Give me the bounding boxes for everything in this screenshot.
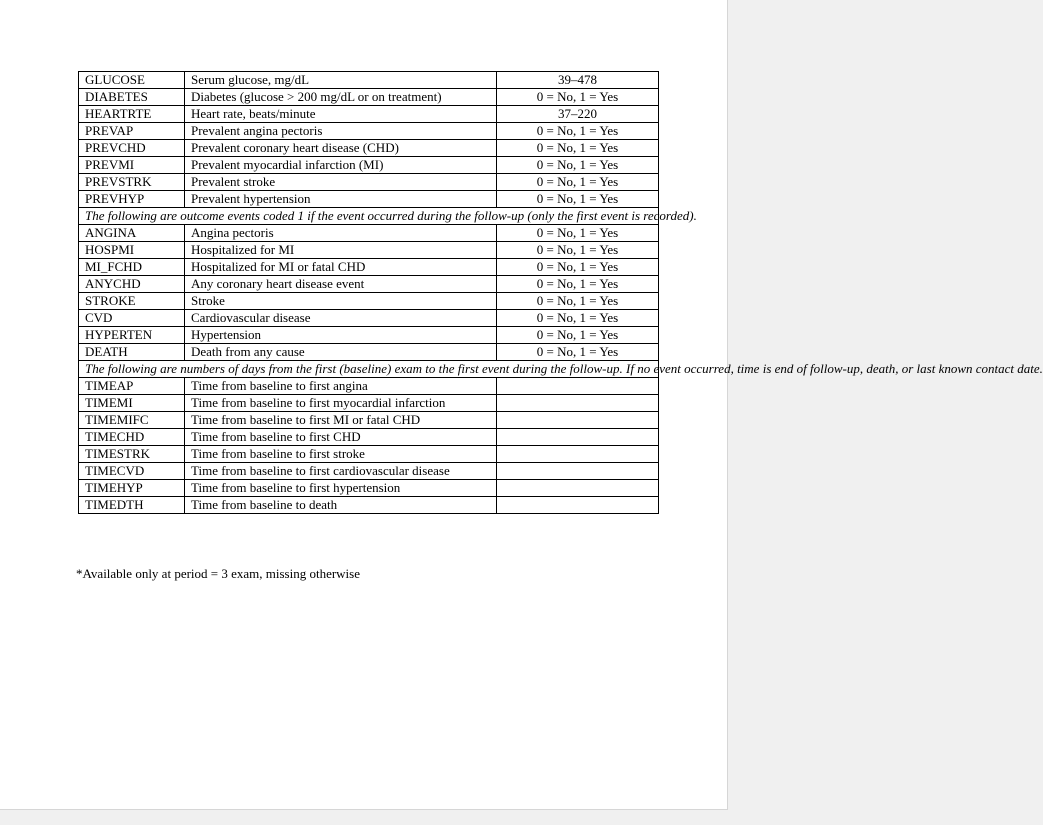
table-row — [79, 395, 659, 412]
section-note-row — [79, 361, 659, 378]
variable-description: Hypertension — [185, 327, 497, 344]
table-row — [79, 123, 659, 140]
variable-values: 0 = No, 1 = Yes — [497, 191, 659, 208]
table-row — [79, 344, 659, 361]
variable-description: Serum glucose, mg/dL — [185, 72, 497, 89]
variable-name: CVD — [79, 310, 185, 327]
variable-values: 0 = No, 1 = Yes — [497, 293, 659, 310]
table-row — [79, 446, 659, 463]
variable-table — [78, 71, 1043, 514]
variable-name: TIMEMIFC — [79, 412, 185, 429]
table-row — [79, 276, 659, 293]
variable-name: PREVHYP — [79, 191, 185, 208]
variable-name: HOSPMI — [79, 242, 185, 259]
variable-name: PREVAP — [79, 123, 185, 140]
variable-values: 0 = No, 1 = Yes — [497, 259, 659, 276]
variable-description: Prevalent coronary heart disease (CHD) — [185, 140, 497, 157]
variable-name: HEARTRTE — [79, 106, 185, 123]
section-note-row — [79, 208, 659, 225]
variable-values — [497, 497, 659, 514]
variable-name: TIMEMI — [79, 395, 185, 412]
table-row — [79, 72, 659, 89]
variable-description: Time from baseline to first MI or fatal CHD — [185, 412, 497, 429]
variable-description: Cardiovascular disease — [185, 310, 497, 327]
variable-description: Prevalent myocardial infarction (MI) — [185, 157, 497, 174]
table-row — [79, 293, 659, 310]
variable-name: MI_FCHD — [79, 259, 185, 276]
variable-name: TIMECHD — [79, 429, 185, 446]
variable-values — [497, 463, 659, 480]
variable-values: 37–220 — [497, 106, 659, 123]
variable-values: 0 = No, 1 = Yes — [497, 276, 659, 293]
variable-name: TIMEDTH — [79, 497, 185, 514]
variable-name: ANGINA — [79, 225, 185, 242]
variable-values: 0 = No, 1 = Yes — [497, 123, 659, 140]
variable-values — [497, 446, 659, 463]
table-row — [79, 242, 659, 259]
outcome-events-note: The following are outcome events coded 1 if the event occurred during the follow-up (only the first event is recorded). — [79, 208, 659, 225]
variable-description: Time from baseline to first cardiovascular disease — [185, 463, 497, 480]
table-row — [79, 497, 659, 514]
table-row — [79, 259, 659, 276]
table-row — [79, 412, 659, 429]
variable-description: Hospitalized for MI or fatal CHD — [185, 259, 497, 276]
table-row — [79, 378, 659, 395]
table-row — [79, 310, 659, 327]
variable-description: Prevalent stroke — [185, 174, 497, 191]
variable-values: 0 = No, 1 = Yes — [497, 344, 659, 361]
variable-values — [497, 412, 659, 429]
table-row — [79, 140, 659, 157]
variable-description: Hospitalized for MI — [185, 242, 497, 259]
variable-values: 0 = No, 1 = Yes — [497, 157, 659, 174]
variable-description: Time from baseline to first hypertension — [185, 480, 497, 497]
variable-description: Heart rate, beats/minute — [185, 106, 497, 123]
variable-description: Time from baseline to first myocardial infarction — [185, 395, 497, 412]
table-row — [79, 463, 659, 480]
table-row — [79, 106, 659, 123]
variable-values — [497, 378, 659, 395]
variable-values: 0 = No, 1 = Yes — [497, 242, 659, 259]
variable-name: DEATH — [79, 344, 185, 361]
variable-values: 0 = No, 1 = Yes — [497, 89, 659, 106]
variable-name: HYPERTEN — [79, 327, 185, 344]
variable-values: 0 = No, 1 = Yes — [497, 327, 659, 344]
table-row — [79, 174, 659, 191]
variable-values: 39–478 — [497, 72, 659, 89]
table-row — [79, 225, 659, 242]
variable-name: PREVCHD — [79, 140, 185, 157]
variable-description: Prevalent hypertension — [185, 191, 497, 208]
time-to-event-note: The following are numbers of days from the first (baseline) exam to the first event during the follow-up. If no event occurred, time is end of follow-up, death, or last known contact date. — [79, 361, 659, 378]
variable-name: ANYCHD — [79, 276, 185, 293]
variable-description: Diabetes (glucose > 200 mg/dL or on treatment) — [185, 89, 497, 106]
variable-name: STROKE — [79, 293, 185, 310]
footnote: *Available only at period = 3 exam, missing otherwise — [76, 566, 361, 581]
variable-name: PREVMI — [79, 157, 185, 174]
table-row — [79, 429, 659, 446]
variable-values — [497, 480, 659, 497]
variable-name: GLUCOSE — [79, 72, 185, 89]
variable-name: TIMESTRK — [79, 446, 185, 463]
table-row — [79, 327, 659, 344]
table-row — [79, 191, 659, 208]
variable-values — [497, 429, 659, 446]
variable-description: Time from baseline to first stroke — [185, 446, 497, 463]
variable-name: DIABETES — [79, 89, 185, 106]
variable-values — [497, 395, 659, 412]
variable-values: 0 = No, 1 = Yes — [497, 140, 659, 157]
variable-values: 0 = No, 1 = Yes — [497, 174, 659, 191]
variable-description: Stroke — [185, 293, 497, 310]
variable-description: Death from any cause — [185, 344, 497, 361]
variable-name: TIMECVD — [79, 463, 185, 480]
variable-description: Time from baseline to death — [185, 497, 497, 514]
variable-description: Time from baseline to first angina — [185, 378, 497, 395]
variable-name: TIMEAP — [79, 378, 185, 395]
variable-name: TIMEHYP — [79, 480, 185, 497]
table-row — [79, 157, 659, 174]
variable-description: Time from baseline to first CHD — [185, 429, 497, 446]
variable-description: Prevalent angina pectoris — [185, 123, 497, 140]
variable-description: Any coronary heart disease event — [185, 276, 497, 293]
table-row — [79, 89, 659, 106]
table-row — [79, 480, 659, 497]
variable-values: 0 = No, 1 = Yes — [497, 310, 659, 327]
variable-values: 0 = No, 1 = Yes — [497, 225, 659, 242]
variable-name: PREVSTRK — [79, 174, 185, 191]
variable-description: Angina pectoris — [185, 225, 497, 242]
